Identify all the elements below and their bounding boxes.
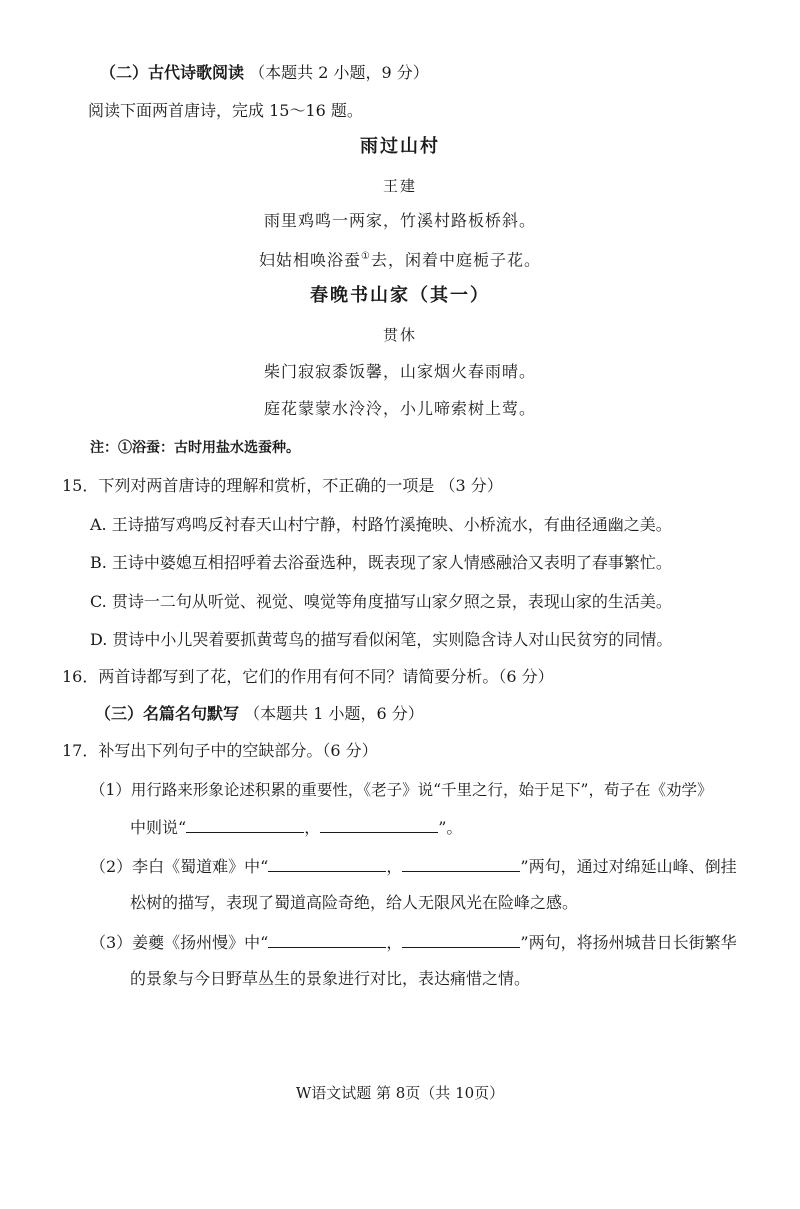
q17-item3-line1 (90, 931, 737, 954)
q15-option-d: D. 贯诗中小儿哭着要抓黄莺鸟的描写看似闲笔，实则隐含诗人对山民贫穷的同情。 (90, 630, 673, 649)
poem2-line1: 柴门寂寂黍饭馨，山家烟火春雨晴。 (263, 362, 536, 381)
q17-item3-line2: 的景象与今日野草丛生的景象进行对比，表达痛惜之情。 (130, 969, 531, 988)
poem1-title: 雨过山村 (360, 136, 440, 157)
q16-stem: 16．两首诗都写到了花，它们的作用有何不同？请简要分析。（6 分） (62, 667, 554, 686)
q17-item1-mid: ， (304, 818, 321, 837)
q17-item3-blank-1[interactable] (268, 931, 386, 948)
section2-instruction: 阅读下面两首唐诗，完成 15～16 题。 (88, 101, 363, 120)
poem2-line2: 庭花蒙蒙水泠泠，小儿啼索树上莺。 (263, 399, 536, 418)
footnote: 注：①浴蚕：古时用盐水选蚕种。 (90, 440, 300, 456)
poem2-author: 贯休 (382, 326, 417, 344)
q17-item3-mid: ， (386, 933, 403, 952)
q17-item1-blank-2[interactable] (320, 816, 438, 833)
section2-heading: （二）古代诗歌阅读 (100, 63, 245, 82)
q17-item2-line1 (90, 855, 737, 878)
q17-item1-line2 (130, 816, 462, 839)
q17-item2-post: ”两句，通过对绵延山峰、倒挂 (520, 857, 737, 876)
section3-heading: （三）名篇名句默写 (95, 704, 240, 723)
q15-option-a: A. 王诗描写鸡鸣反衬春天山村宁静，村路竹溪掩映、小桥流水，有曲径通幽之美。 (90, 515, 672, 534)
q17-item1-blank-1[interactable] (186, 816, 304, 833)
q17-item2-blank-2[interactable] (402, 855, 520, 872)
q15-option-c: C. 贯诗一二句从听觉、视觉、嗅觉等角度描写山家夕照之景，表现山家的生活美。 (90, 592, 672, 611)
q17-item3-blank-2[interactable] (402, 931, 520, 948)
section2-heading-note: （本题共 2 小题，9 分） (249, 63, 429, 82)
poem1-line1: 雨里鸡鸣一两家，竹溪村路板桥斜。 (263, 211, 536, 230)
section3-heading-note: （本题共 1 小题，6 分） (244, 704, 424, 723)
poem2-title: 春晚书山家（其一） (310, 285, 490, 306)
q17-item2-line2: 松树的描写，表现了蜀道高险奇绝，给人无限风光在险峰之感。 (130, 893, 579, 912)
q17-stem: 17．补写出下列句子中的空缺部分。（6 分） (62, 741, 378, 760)
page-footer: W语文试题 第 8页（共 10页） (295, 1084, 505, 1102)
q17-item3-post: ”两句，将扬州城昔日长街繁华 (520, 933, 737, 952)
q17-item1-line1: （1）用行路来形象论述积累的重要性，《老子》说“千里之行，始于足下”，荀子在《劝学》 (90, 781, 713, 799)
q17-item3-pre: （3）姜夔《扬州慢》中“ (90, 933, 269, 952)
poem1-line2-part-b: 去，闲着中庭栀子花。 (370, 250, 541, 270)
q15-stem: 15．下列对两首唐诗的理解和赏析，不正确的一项是 （3 分） (62, 476, 503, 495)
poem1-author: 王建 (382, 177, 417, 195)
q17-item2-pre: （2）李白《蜀道难》中“ (90, 857, 269, 876)
section3-heading-row (95, 703, 424, 725)
poem1-line2-part-a: 妇姑相唤浴蚕 (259, 250, 362, 270)
q17-item1-post: ”。 (438, 818, 463, 837)
q17-item2-mid: ， (386, 857, 403, 876)
q17-item2-blank-1[interactable] (268, 855, 386, 872)
footnote-mark: ① (361, 251, 371, 262)
poem1-line2 (0, 246, 800, 271)
section2-heading-row (100, 62, 429, 84)
q15-option-b: B. 王诗中婆媳互相招呼着去浴蚕选种，既表现了家人情感融洽又表明了春事繁忙。 (90, 553, 672, 572)
q17-item1-pre: 中则说“ (130, 818, 187, 837)
